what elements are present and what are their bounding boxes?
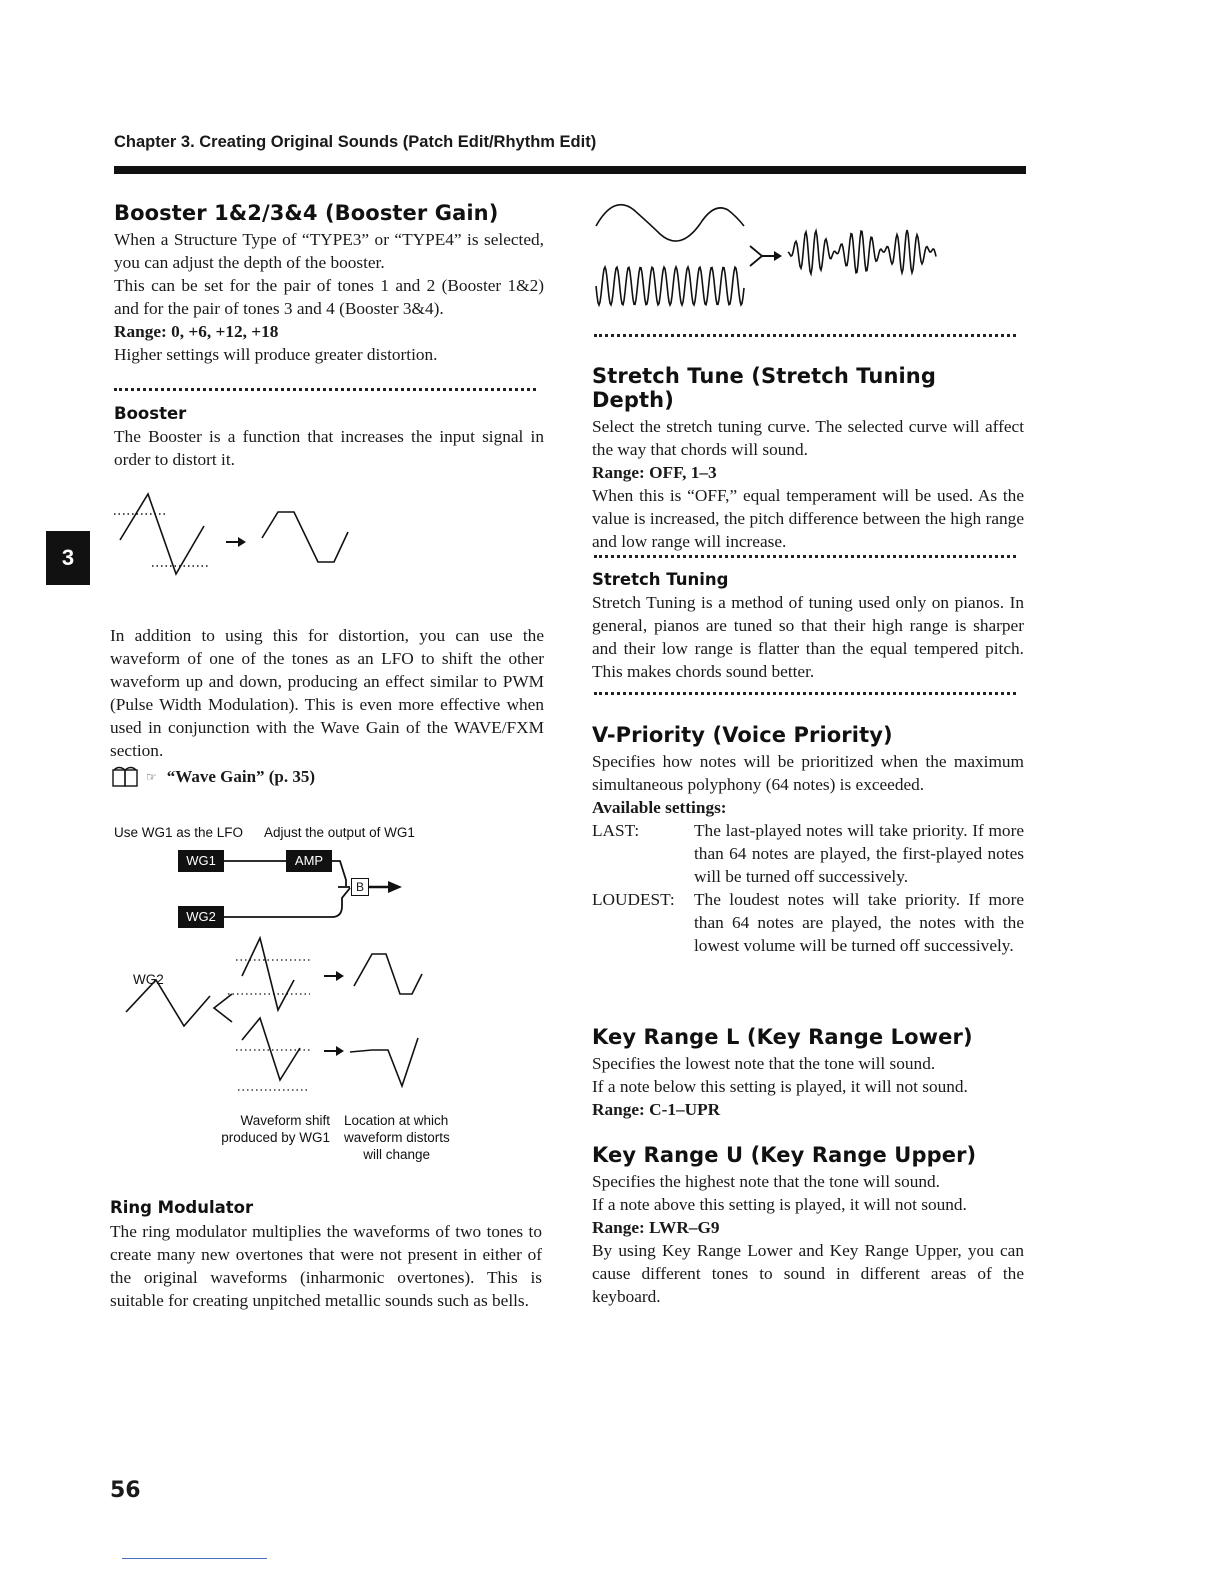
sine-wave-slow	[596, 205, 744, 241]
section-stretch-tune	[592, 364, 1024, 553]
footer-line	[122, 1558, 267, 1559]
branch-icon	[214, 994, 232, 1022]
key-range-u-title: Key Range U (Key Range Upper)	[592, 1143, 977, 1167]
distorted-waveform-upper	[354, 954, 422, 994]
ring-mod-title: Ring Modulator	[110, 1198, 254, 1217]
manual-book-icon	[110, 764, 142, 790]
setting-desc: The loudest notes will take priority. If more than 64 notes are played, the notes with the lowest volume will be turned off successively.	[694, 890, 1024, 955]
ring-mod-figure	[590, 196, 1050, 326]
chapter-tab: 3	[46, 531, 90, 585]
booster-clip-figure	[110, 488, 370, 598]
stretch-tune-p1: Select the stretch tuning curve. The selected curve will affect the way that chords will sound.	[592, 417, 1024, 459]
page-number: 56	[110, 1478, 141, 1503]
booster-gain-p1: When a Structure Type of “TYPE3” or “TYPE4” is selected, you can adjust the depth of the booster.	[114, 230, 544, 272]
waveform-shift-figure	[110, 930, 450, 1100]
wg1-box: WG1	[178, 850, 224, 872]
label-adjust-output: Adjust the output of WG1	[264, 825, 415, 840]
shifted-waveform-upper	[242, 938, 294, 1010]
caption-waveform-shift	[220, 1112, 330, 1146]
divider-dotted	[114, 388, 536, 391]
key-range-u-p2: If a note above this setting is played, it will not sound.	[592, 1195, 967, 1214]
stretch-tuning-title: Stretch Tuning	[592, 570, 729, 589]
booster-title: Booster	[114, 404, 187, 423]
arrow-icon	[324, 971, 344, 981]
booster-p2: In addition to using this for distortion, you can use the waveform of one of the tones as an LFO to shift the other waveform up and down, producing an effect similar to PWM (Pulse Width Modulation). This is even more effective when used in conjunction with the Wave Gain of the WAVE/FXM section.	[110, 626, 544, 760]
section-booster-gain	[114, 201, 544, 366]
key-range-u-p1: Specifies the highest note that the tone will sound.	[592, 1172, 940, 1191]
wg2-label: WG2	[133, 972, 164, 987]
pointing-hand-icon: ☞	[146, 770, 157, 784]
cross-reference[interactable]	[110, 764, 544, 790]
key-range-u-range: Range: LWR–G9	[592, 1218, 720, 1237]
sine-wave-fast	[596, 267, 744, 305]
header-rule	[114, 166, 1026, 174]
key-range-l-title: Key Range L (Key Range Lower)	[592, 1025, 973, 1049]
booster-b-box: B	[351, 878, 369, 896]
setting-loudest	[592, 888, 1024, 957]
caption-shift-line1: Waveform shift	[240, 1113, 330, 1128]
wg2-box: WG2	[178, 906, 224, 928]
available-settings-label: Available settings:	[592, 798, 727, 817]
setting-term: LAST:	[592, 821, 640, 840]
key-range-l-p1: Specifies the lowest note that the tone will sound.	[592, 1054, 936, 1073]
chapter-header: Chapter 3. Creating Original Sounds (Patch Edit/Rhythm Edit)	[114, 133, 597, 151]
booster-p1: The Booster is a function that increases the input signal in order to distort it.	[114, 427, 544, 469]
section-booster-cont	[110, 624, 544, 790]
divider-dotted	[594, 692, 1016, 695]
ring-modulated-wave	[788, 230, 936, 274]
merge-arrow-icon	[750, 246, 782, 266]
key-range-l-p2: If a note below this setting is played, it will not sound.	[592, 1077, 968, 1096]
key-range-u-p3: By using Key Range Lower and Key Range Upper, you can cause different tones to sound in different areas of the keyboard.	[592, 1241, 1024, 1306]
section-v-priority	[592, 723, 1024, 957]
section-key-range-upper	[592, 1143, 1024, 1308]
divider-dotted	[594, 334, 1016, 337]
section-ring-modulator	[110, 1198, 542, 1312]
setting-last	[592, 819, 1024, 888]
amp-box: AMP	[286, 850, 332, 872]
section-stretch-tuning	[592, 570, 1024, 683]
stretch-tune-p2: When this is “OFF,” equal temperament will be used. As the value is increased, the pitch difference between the high range and low range will increase.	[592, 486, 1024, 551]
divider-dotted	[594, 555, 1016, 558]
arrow-icon	[226, 537, 246, 547]
section-key-range-lower	[592, 1025, 1024, 1121]
setting-desc: The last-played notes will take priority. If more than 64 notes are played, the first-played notes will be turned off successively.	[694, 821, 1024, 886]
output-arrow-icon	[368, 881, 402, 893]
v-priority-title: V-Priority (Voice Priority)	[592, 723, 893, 747]
clipped-waveform	[262, 512, 348, 562]
caption-shift-line2: produced by WG1	[221, 1130, 330, 1145]
shifted-waveform-lower	[242, 1018, 300, 1080]
stretch-tune-range: Range: OFF, 1–3	[592, 463, 717, 482]
caption-loc-line1: Location at which	[344, 1113, 449, 1128]
distorted-waveform-lower	[350, 1038, 418, 1086]
caption-location	[344, 1112, 454, 1163]
v-priority-p1: Specifies how notes will be prioritized when the maximum simultaneous polyphony (64 notes) is exceeded.	[592, 752, 1024, 794]
booster-gain-title: Booster 1&2/3&4 (Booster Gain)	[114, 201, 499, 225]
stretch-tuning-p1: Stretch Tuning is a method of tuning used only on pianos. In general, pianos are tuned so that their high range is sharper and their low range is flatter than the equal tempered pitch. This makes chords sound better.	[592, 593, 1024, 681]
original-waveform	[120, 494, 204, 574]
wave-gain-reference[interactable]: “Wave Gain” (p. 35)	[166, 767, 316, 786]
label-use-wg1: Use WG1 as the LFO	[114, 825, 244, 840]
booster-gain-range: Range: 0, +6, +12, +18	[114, 322, 279, 341]
caption-loc-line3: will change	[363, 1147, 430, 1162]
arrow-icon	[324, 1046, 344, 1056]
key-range-l-range: Range: C-1–UPR	[592, 1100, 721, 1119]
section-booster	[114, 404, 544, 471]
ring-mod-p1: The ring modulator multiplies the waveforms of two tones to create many new overtones that were not present in either of the original waveforms (inharmonic overtones). This is suitable for creating unpitched metallic sounds such as bells.	[110, 1222, 542, 1310]
setting-term: LOUDEST:	[592, 890, 675, 909]
stretch-tune-title: Stretch Tune (Stretch Tuning Depth)	[592, 364, 936, 412]
booster-gain-p2: This can be set for the pair of tones 1 and 2 (Booster 1&2) and for the pair of tones 3 and 4 (Booster 3&4).	[114, 276, 544, 318]
caption-loc-line2: waveform distorts	[344, 1130, 450, 1145]
booster-gain-p3: Higher settings will produce greater distortion.	[114, 345, 438, 364]
